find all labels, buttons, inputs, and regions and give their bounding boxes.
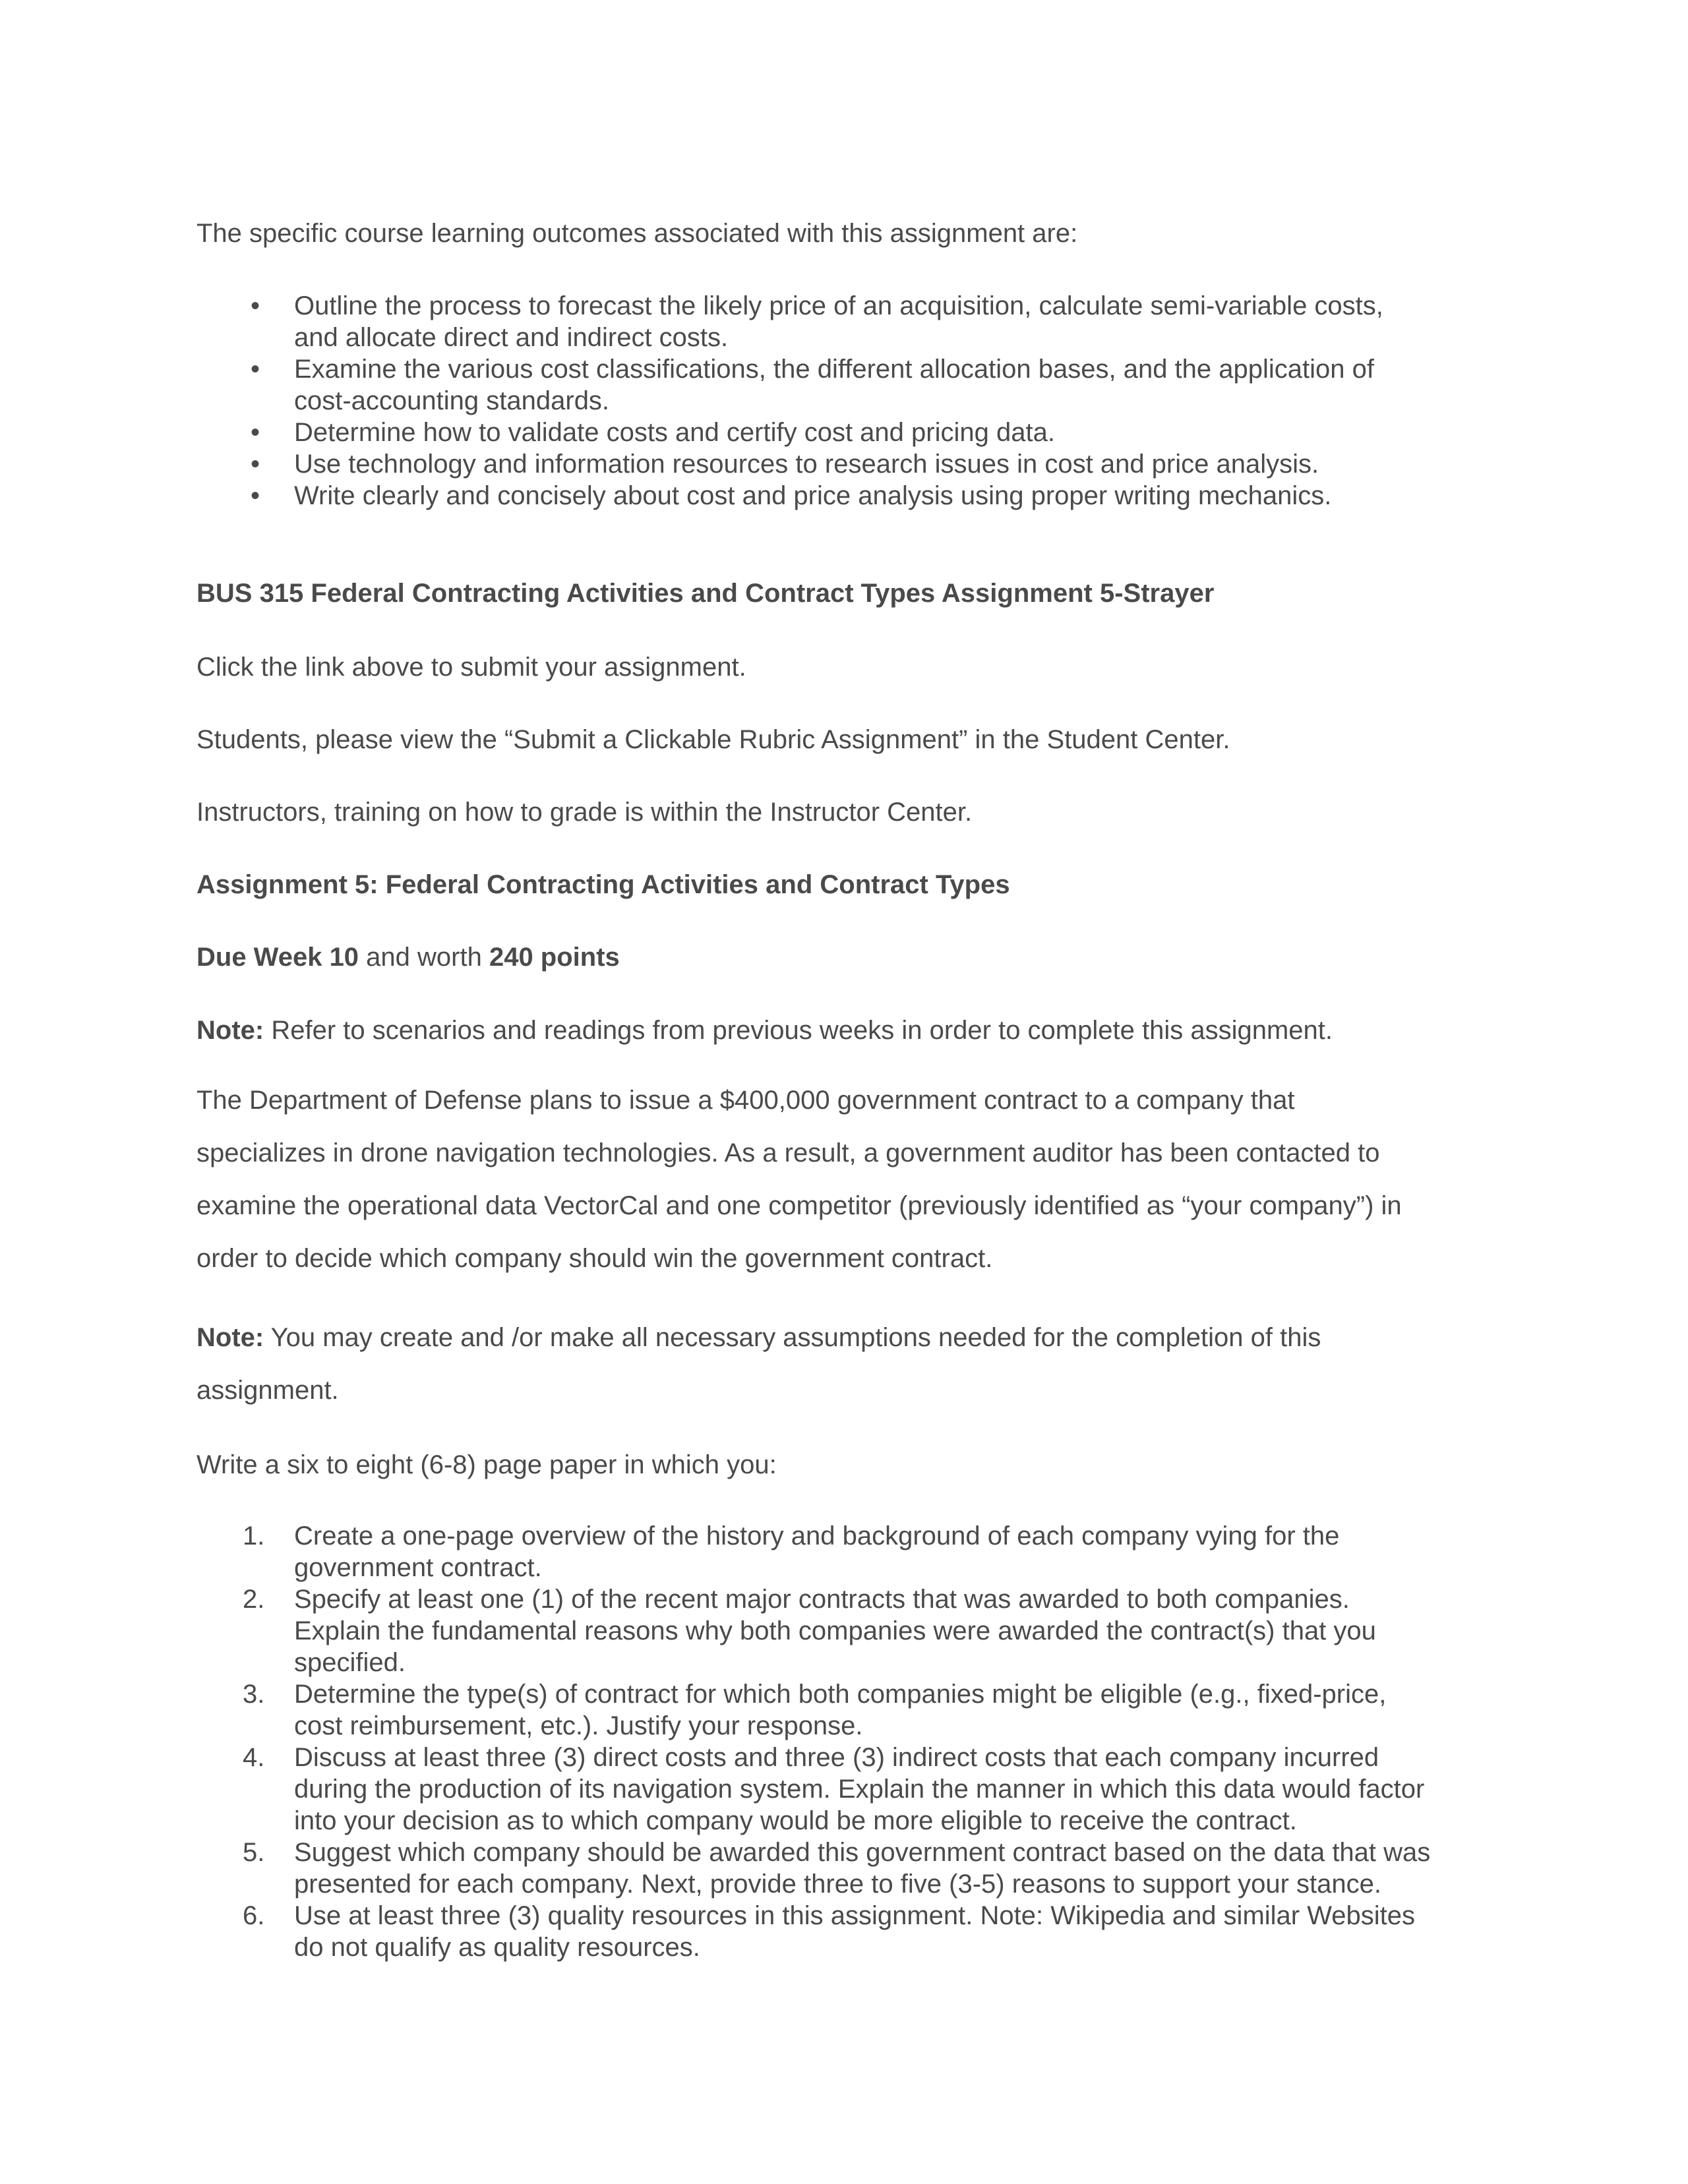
requirement-line: Suggest which company should be awarded this government contract based on the data that was [294,1838,1431,1867]
outcome-line: Examine the various cost classifications, the different allocation bases, and the application of [294,355,1374,384]
scenario-line: The Department of Defense plans to issue a $400,000 government contract to a company that [196,1086,1295,1115]
requirement-line: do not qualify as quality resources. [294,1933,700,1962]
bullet-marker: • [251,481,260,510]
scenario-line: specializes in drone navigation technologies. As a result, a government auditor has been contacted to [196,1138,1380,1167]
bullet-marker: • [251,291,260,320]
list-item [196,1900,1430,1963]
list-item [196,1583,1430,1678]
paper-instructions-intro: Write a six to eight (6-8) page paper in which you: [196,1450,777,1479]
list-item [196,448,1383,480]
list-item [196,353,1383,417]
click-instruction: Click the link above to submit your assignment. [196,653,746,682]
requirement-line: cost reimbursement, etc.). Justify your response. [294,1711,863,1740]
scenario-line: order to decide which company should win the government contract. [196,1244,993,1273]
outcomes-intro: The specific course learning outcomes associated with this assignment are: [196,219,1078,248]
note-line: assignment. [196,1376,339,1405]
note-text: Refer to scenarios and readings from previous weeks in order to complete this assignment. [264,1016,1333,1045]
outcome-line: Outline the process to forecast the likely price of an acquisition, calculate semi-variable costs, [294,291,1383,320]
bullet-marker: • [251,450,260,479]
bullet-marker: • [251,355,260,384]
list-item [196,1742,1430,1837]
requirement-line: during the production of its navigation system. Explain the manner in which this data would factor [294,1775,1425,1804]
scenario-line: examine the operational data VectorCal and one competitor (previously identified as “your company”) in [196,1191,1402,1220]
outcome-line: cost-accounting standards. [294,386,610,415]
requirement-line: presented for each company. Next, provide three to five (3-5) reasons to support your stance. [294,1870,1382,1899]
note-label: Note: [196,1016,264,1045]
note-label: Note: [196,1323,264,1352]
list-item [196,417,1383,448]
due-mid: and worth [359,943,489,972]
item-number: 5. [243,1838,265,1867]
requirement-line: Explain the fundamental reasons why both companies were awarded the contract(s) that you [294,1616,1376,1645]
instructors-instruction: Instructors, training on how to grade is within the Instructor Center. [196,798,973,827]
note-assumptions [196,1311,1321,1417]
requirement-line: Use at least three (3) quality resources in this assignment. Note: Wikipedia and similar Websites [294,1901,1415,1930]
item-number: 1. [243,1521,265,1550]
requirement-line: Create a one-page overview of the history and background of each company vying for the [294,1521,1340,1550]
bullet-marker: • [251,418,260,447]
document-page [196,0,1492,2184]
requirement-line: Determine the type(s) of contract for which both companies might be eligible (e.g., fixed-price, [294,1680,1387,1709]
due-points: 240 points [489,943,620,972]
item-number: 6. [243,1901,265,1930]
requirement-line: Discuss at least three (3) direct costs and three (3) indirect costs that each company incurred [294,1743,1379,1772]
outcome-line: Use technology and information resources to research issues in cost and price analysis. [294,450,1319,479]
list-item [196,1520,1430,1583]
submission-link-heading[interactable]: BUS 315 Federal Contracting Activities and Contract Types Assignment 5-Strayer [196,579,1215,608]
requirement-line: into your decision as to which company would be more eligible to receive the contract. [294,1806,1297,1835]
requirement-line: specified. [294,1648,406,1677]
outcome-line: and allocate direct and indirect costs. [294,323,729,352]
note-previous-weeks [196,1015,1333,1046]
outcomes-list [196,290,1383,512]
list-item [196,290,1383,353]
requirements-list [196,1520,1430,1963]
item-number: 2. [243,1585,265,1614]
outcome-line: Determine how to validate costs and certify cost and pricing data. [294,418,1055,447]
scenario-paragraph [196,1074,1402,1285]
list-item [196,1837,1430,1900]
due-week: Due Week 10 [196,943,359,972]
due-line [196,941,620,973]
item-number: 3. [243,1680,265,1709]
list-item [196,480,1383,512]
note-line [196,1311,1321,1364]
list-item [196,1678,1430,1742]
assignment-title: Assignment 5: Federal Contracting Activities and Contract Types [196,870,1010,899]
note-text: You may create and /or make all necessary assumptions needed for the completion of this [264,1323,1321,1352]
students-instruction: Students, please view the “Submit a Clickable Rubric Assignment” in the Student Center. [196,725,1230,754]
requirement-line: Specify at least one (1) of the recent major contracts that was awarded to both companies. [294,1585,1350,1614]
outcome-line: Write clearly and concisely about cost and price analysis using proper writing mechanics. [294,481,1332,510]
item-number: 4. [243,1743,265,1772]
requirement-line: government contract. [294,1553,542,1582]
